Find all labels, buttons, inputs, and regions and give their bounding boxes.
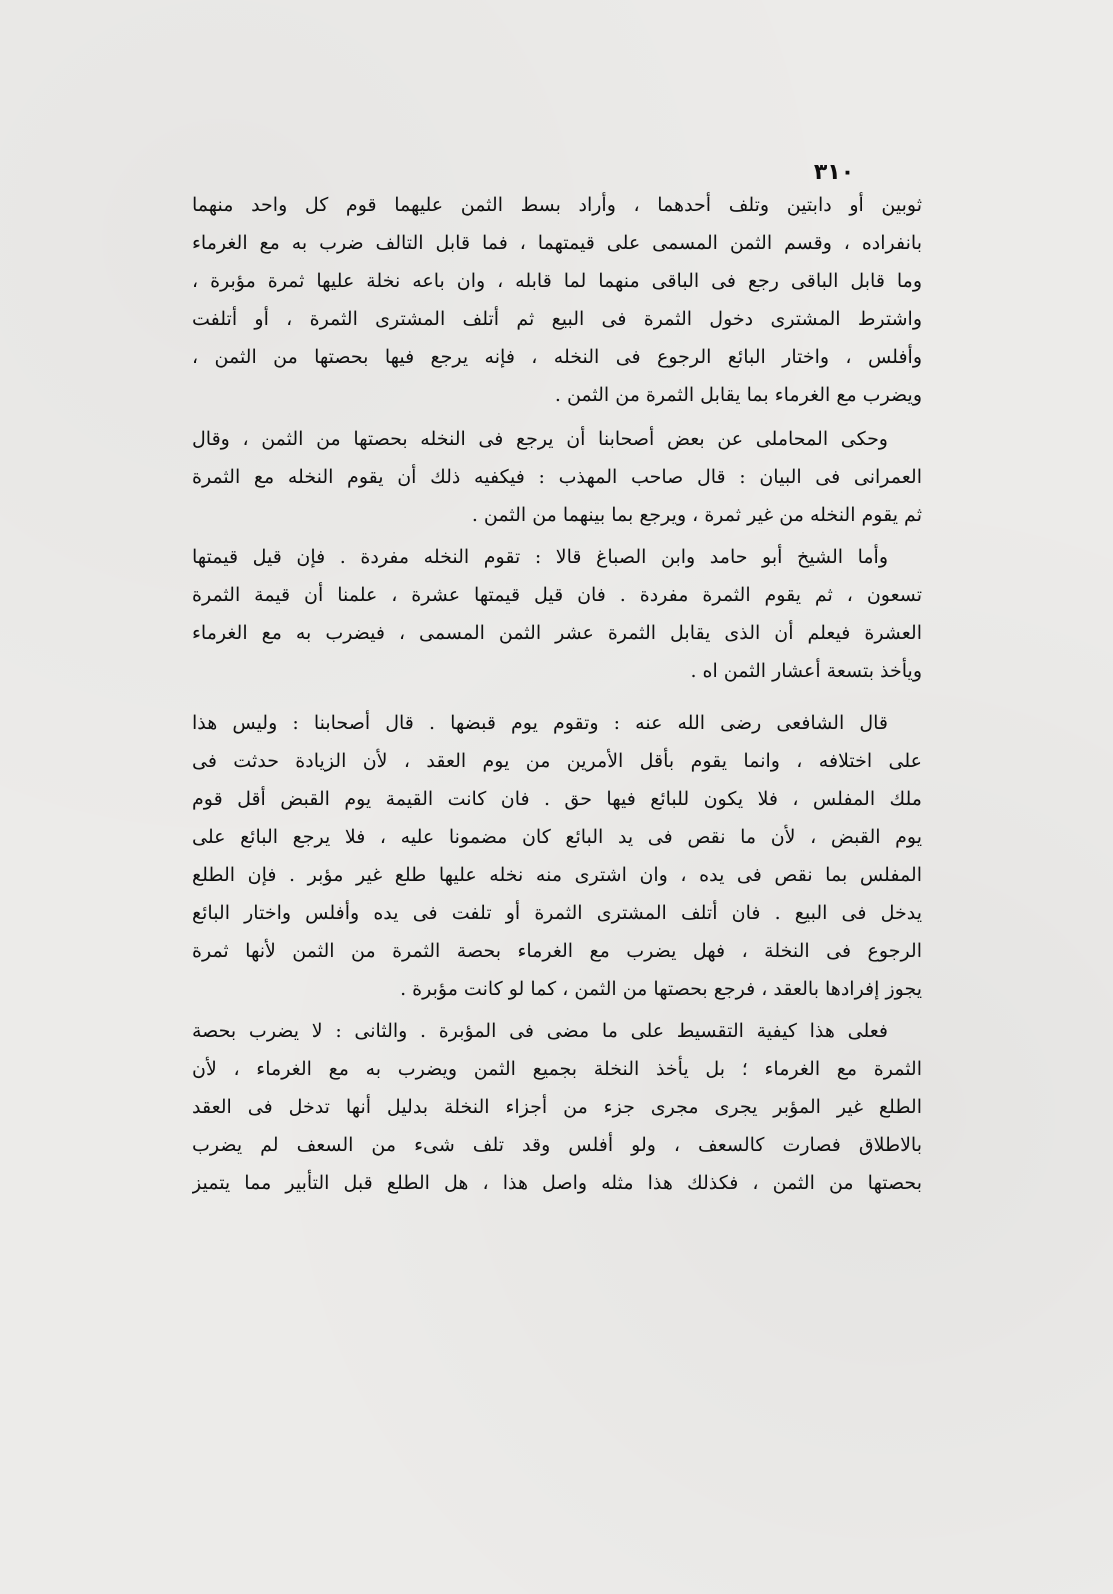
text-line: وحكى المحاملى عن بعض أصحابنا أن يرجع فى النخله بحصتها من الثمن ، وقال: [192, 428, 888, 450]
text-line: قال الشافعى رضى الله عنه : وتقوم يوم قبضها . قال أصحابنا : وليس هذا: [192, 712, 888, 734]
page-number: ٣١٠: [813, 160, 855, 185]
text-line: ثوبين أو دابتين وتلف أحدهما ، وأراد بسط الثمن عليهما قوم كل واحد منهما: [192, 194, 922, 216]
text-line: ويأخذ بتسعة أعشار الثمن اه .: [690, 660, 922, 682]
text-line: وأما الشيخ أبو حامد وابن الصباغ قالا : تقوم النخله مفردة . فإن قيل قيمتها: [192, 546, 888, 568]
text-line: وما قابل الباقى رجع فى الباقى منهما لما قابله ، وان باعه نخلة عليها ثمرة مؤبرة ،: [192, 270, 922, 292]
text-line: يوم القبض ، لأن ما نقص فى يد البائع كان مضمونا عليه ، فلا يرجع البائع على: [192, 826, 922, 848]
text-line: العشرة فيعلم أن الذى يقابل الثمرة عشر الثمن المسمى ، فيضرب به مع الغرماء: [192, 622, 922, 644]
text-line: بحصتها من الثمن ، فكذلك هذا مثله واصل هذا ، هل الطلع قبل التأبير مما يتميز: [192, 1172, 922, 1194]
paragraph-4: [192, 704, 922, 1008]
text-line: العمرانى فى البيان : قال صاحب المهذب : فيكفيه ذلك أن يقوم النخله مع الثمرة: [192, 466, 922, 488]
text-line: الرجوع فى النخلة ، فهل يضرب مع الغرماء بحصة الثمرة من الثمن لأنها ثمرة: [192, 940, 922, 962]
text-line: تسعون ، ثم يقوم الثمرة مفردة . فان قيل قيمتها عشرة ، علمنا أن قيمة الثمرة: [192, 584, 922, 606]
text-line: ثم يقوم النخله من غير ثمرة ، ويرجع بما بينهما من الثمن .: [471, 504, 922, 526]
text-line: الثمرة مع الغرماء ؛ بل يأخذ النخلة بجميع الثمن ويضرب به مع الغرماء ، لأن: [192, 1058, 922, 1080]
text-line: يجوز إفرادها بالعقد ، فرجع بحصتها من الثمن ، كما لو كانت مؤبرة .: [400, 978, 922, 1000]
text-line: ملك المفلس ، فلا يكون للبائع فيها حق . فان كانت القيمة يوم القبض أقل قوم: [192, 788, 922, 810]
text-line: على اختلافه ، وانما يقوم بأقل الأمرين من يوم العقد ، لأن الزيادة حدثت فى: [192, 750, 922, 772]
text-line: المفلس بما نقص فى يده ، وان اشترى منه نخله عليها طلع غير مؤبر . فإن الطلع: [192, 864, 922, 886]
text-line: ويضرب مع الغرماء بما يقابل الثمرة من الثمن .: [554, 384, 922, 406]
text-line: يدخل فى البيع . فان أتلف المشترى الثمرة أو تلفت فى يده وأفلس واختار البائع: [192, 902, 922, 924]
paragraph-3: [192, 538, 922, 690]
paragraph-5: [192, 1012, 922, 1202]
paragraph-2: [192, 420, 922, 534]
text-line: بانفراده ، وقسم الثمن المسمى على قيمتهما ، فما قابل التالف ضرب به مع الغرماء: [192, 232, 922, 254]
paragraph-1: [192, 186, 922, 414]
body-text: [192, 186, 922, 1202]
text-line: بالاطلاق فصارت كالسعف ، ولو أفلس وقد تلف شىء من السعف لم يضرب: [192, 1134, 922, 1156]
text-line: الطلع غير المؤبر يجرى مجرى جزء من أجزاء النخلة بدليل أنها تدخل فى العقد: [192, 1096, 922, 1118]
text-line: واشترط المشترى دخول الثمرة فى البيع ثم أتلف المشترى الثمرة ، أو أتلفت: [192, 308, 922, 330]
text-line: فعلى هذا كيفية التقسيط على ما مضى فى المؤبرة . والثانى : لا يضرب بحصة: [192, 1020, 888, 1042]
text-line: وأفلس ، واختار البائع الرجوع فى النخله ، فإنه يرجع فيها بحصتها من الثمن ،: [192, 346, 922, 368]
